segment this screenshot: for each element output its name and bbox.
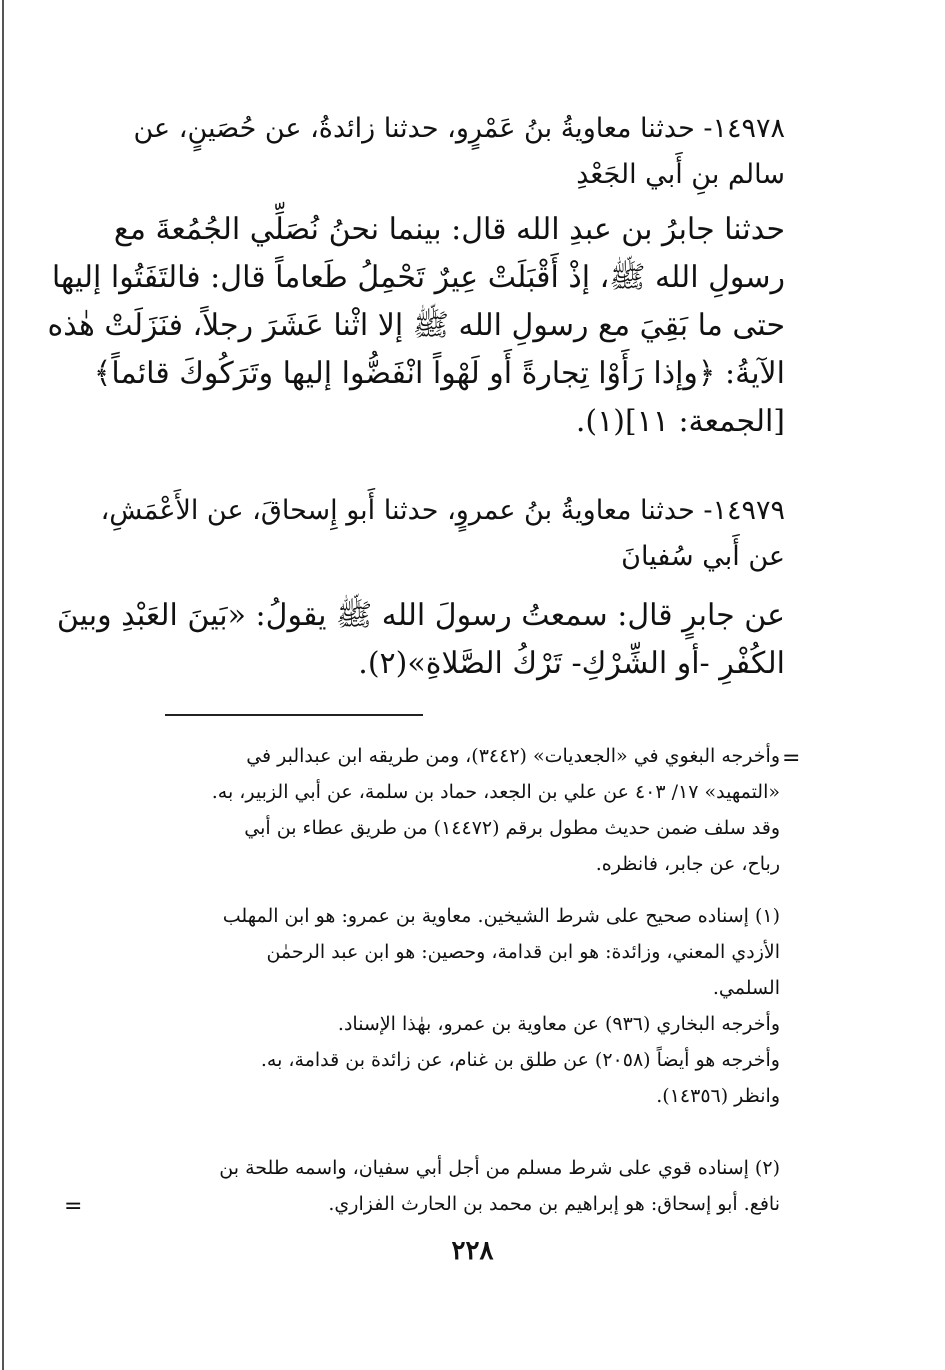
isnad-line: ١٤٩٧٩- حدثنا معاويةُ بنُ عمروٍ، حدثنا أَبو إِسحاقَ، عن الأَعْمَشِ،	[100, 495, 785, 526]
isnad-line: سالم بنِ أَبي الجَعْدِ	[576, 159, 785, 190]
matn-line: رسولِ الله ﷺ، إذْ أَقْبَلَتْ عِيرٌ تَحْمِلُ طَعاماً قال: فالتَفَتُوا إليها	[51, 260, 785, 295]
footnote-continuation	[70, 738, 780, 882]
isnad-line: عن أَبي سُفيانَ	[621, 541, 785, 572]
matn-line: حدثنا جابرُ بن عبدِ الله قال: بينما نحنُ نُصَلِّي الجُمُعةَ مع	[113, 212, 785, 247]
matn-line: [الجمعة: ١١](١).	[575, 404, 785, 439]
footnote-line: (٢) إسناده قوي على شرط مسلم من أجل أبي سفيان، واسمه طلحة بن	[219, 1157, 780, 1179]
footnote-line: (١) إسناده صحيح على شرط الشيخين. معاوية بن عمرو: هو ابن المهلب	[222, 905, 780, 927]
hadith-14979-matn	[56, 592, 785, 688]
hadith-14978-isnad	[75, 106, 785, 198]
footnote-line: وانظر (١٤٣٥٦).	[656, 1085, 780, 1107]
matn-line: الكُفْرِ -أو الشِّرْكِ- تَرْكُ الصَّلاةِ»(٢).	[358, 646, 785, 681]
footnote-line: رباح، عن جابر، فانظره.	[595, 853, 780, 875]
matn-line: عن جابرٍ قال: سمعتُ رسولَ الله ﷺ يقولُ: «بَينَ العَبْدِ وبينَ	[56, 598, 785, 633]
footnote-line: نافع. أبو إسحاق: هو إبراهيم بن محمد بن الحارث الفزاري.	[328, 1193, 780, 1215]
hadith-14978-matn	[47, 206, 785, 446]
footnote-separator	[165, 714, 423, 716]
footnote-line: وأخرجه البغوي في «الجعديات» (٣٤٤٢)، ومن طريقه ابن عبدالبر في	[246, 745, 780, 767]
footnote-2	[70, 1150, 780, 1222]
hadith-14979-isnad	[75, 488, 785, 580]
footnote-line: وأخرجه البخاري (٩٣٦) عن معاوية بن عمرو، بهٰذا الإسناد.	[337, 1013, 780, 1035]
matn-line: حتى ما بَقِيَ مع رسولِ الله ﷺ إلا اثْنا عَشَرَ رجلاً، فنَزَلَتْ هٰذه	[47, 308, 785, 343]
page-number: ٢٢٨	[451, 1236, 494, 1266]
page-left-edge-line	[2, 0, 4, 1370]
footnote-line: وقد سلف ضمن حديث مطول برقم (١٤٤٧٢) من طريق عطاء بن أبي	[244, 817, 780, 839]
footnote-line: «التمهيد» ١٧/ ٤٠٣ عن علي بن الجعد، حماد بن سلمة، عن أبي الزبير، به.	[211, 781, 780, 803]
footnote-line: السلمي.	[712, 977, 780, 999]
footnote-line: الأزدي المعني، وزائدة: هو ابن قدامة، وحصين: هو ابن عبد الرحمٰن	[266, 941, 780, 963]
continuation-marker: =	[782, 746, 801, 771]
matn-line: الآيةُ: ﴿وإذا رَأَوْا تِجارةً أَو لَهْواً انْفَضُّوا إليها وتَرَكُوكَ قائماً﴾	[93, 356, 785, 391]
footnote-1	[70, 898, 780, 1114]
isnad-line: ١٤٩٧٨- حدثنا معاويةُ بنُ عَمْرٍو، حدثنا زائدةُ، عن حُصَينٍ، عن	[133, 113, 785, 144]
end-continuation-marker: =	[64, 1194, 83, 1219]
footnote-line: وأخرجه هو أيضاً (٢٠٥٨) عن طلق بن غنام، عن زائدة بن قدامة، به.	[260, 1049, 780, 1071]
